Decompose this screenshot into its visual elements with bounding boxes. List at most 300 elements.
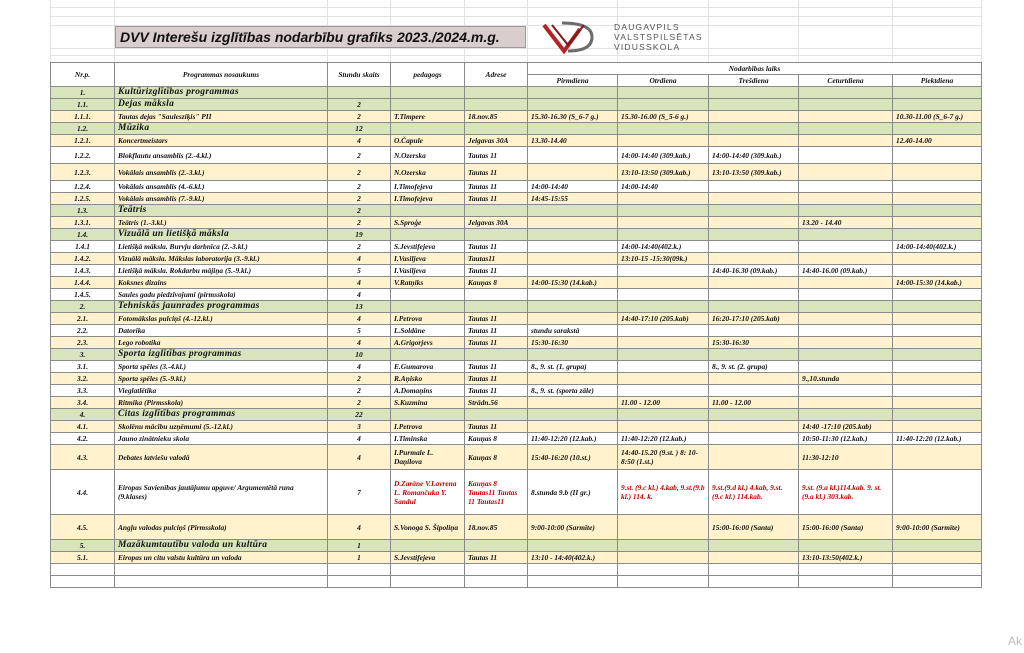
thursday-cell bbox=[799, 564, 893, 576]
row-number-cell: 4. bbox=[51, 409, 115, 421]
friday-cell: 9:00-10:00 (Sarmīte) bbox=[893, 515, 982, 540]
wednesday-cell: 9.st.(9.d kl.) 4.kab, 9.st. (9.c kl.) 114.kab. bbox=[709, 470, 799, 515]
tuesday-cell bbox=[618, 552, 709, 564]
tuesday-cell: 9.st. (9.c kl.) 4.kab, 9.st.(9.b kl.) 114. k. bbox=[618, 470, 709, 515]
school-logo-icon bbox=[540, 19, 612, 55]
monday-cell bbox=[528, 373, 618, 385]
wednesday-cell bbox=[709, 205, 799, 217]
program-name-cell: Tautas dejas "Saulesziķis" PII bbox=[115, 111, 328, 123]
address-cell: Jelgavas 30A bbox=[465, 217, 528, 229]
friday-cell bbox=[893, 301, 982, 313]
hours-count-cell bbox=[328, 564, 391, 576]
wednesday-cell bbox=[709, 325, 799, 337]
tuesday-cell: 13:10-13:50 (309.kab.) bbox=[618, 164, 709, 181]
table-row bbox=[51, 265, 982, 277]
wednesday-cell bbox=[709, 87, 799, 99]
hours-count-cell: 2 bbox=[328, 99, 391, 111]
wednesday-cell: 13:10-13:50 (309.kab.) bbox=[709, 164, 799, 181]
row-number-cell: 3.1. bbox=[51, 361, 115, 373]
teacher-name-cell: I.Petrova bbox=[391, 313, 465, 325]
wednesday-cell bbox=[709, 409, 799, 421]
teacher-name-cell: S.Jevstifejeva bbox=[391, 552, 465, 564]
teacher-name-cell: E.Gumarova bbox=[391, 361, 465, 373]
friday-cell bbox=[893, 193, 982, 205]
teacher-name-cell: T.Timpere bbox=[391, 111, 465, 123]
row-number-cell: 1.3. bbox=[51, 205, 115, 217]
row-number-cell: 1.2.4. bbox=[51, 181, 115, 193]
monday-cell bbox=[528, 540, 618, 552]
row-number-cell: 1.2.3. bbox=[51, 164, 115, 181]
row-number-cell: 1.4.2. bbox=[51, 253, 115, 265]
address-cell bbox=[465, 289, 528, 301]
tuesday-cell bbox=[618, 421, 709, 433]
thursday-cell bbox=[799, 409, 893, 421]
category-row bbox=[51, 409, 982, 421]
row-number-cell: 1.2.1. bbox=[51, 135, 115, 147]
row-number-cell: 2.1. bbox=[51, 313, 115, 325]
monday-cell: 8., 9. st. (1. grupa) bbox=[528, 361, 618, 373]
tuesday-cell bbox=[618, 515, 709, 540]
teacher-name-cell: L.Soldāne bbox=[391, 325, 465, 337]
tuesday-cell: 14:40-15.20 (9.st. ) 8: 10-8:50 (1.st.) bbox=[618, 445, 709, 470]
monday-cell bbox=[528, 289, 618, 301]
tuesday-cell bbox=[618, 301, 709, 313]
row-number-cell: 1. bbox=[51, 87, 115, 99]
address-cell: Tautas 11 bbox=[465, 337, 528, 349]
friday-cell bbox=[893, 265, 982, 277]
program-name-cell: Sporta spēles (3.-4.kl.) bbox=[115, 361, 328, 373]
friday-cell bbox=[893, 313, 982, 325]
header-program: Programmas nosaukums bbox=[115, 63, 328, 87]
wednesday-cell: 8., 9. st. (2. grupa) bbox=[709, 361, 799, 373]
teacher-name-cell bbox=[391, 564, 465, 576]
monday-cell: 8.stunda 9.b (II gr.) bbox=[528, 470, 618, 515]
hours-count-cell: 2 bbox=[328, 373, 391, 385]
teacher-name-cell bbox=[391, 540, 465, 552]
wednesday-cell: 16:20-17:10 (205.kab) bbox=[709, 313, 799, 325]
table-row bbox=[51, 564, 982, 576]
monday-cell bbox=[528, 123, 618, 135]
header-day: Otrdiena bbox=[618, 75, 709, 87]
program-name-cell: Eiropas un citu valstu kultūra un valoda bbox=[115, 552, 328, 564]
thursday-cell bbox=[799, 385, 893, 397]
wednesday-cell bbox=[709, 253, 799, 265]
friday-cell bbox=[893, 181, 982, 193]
thursday-cell bbox=[799, 253, 893, 265]
program-name-cell: Sporta izglītības programmas bbox=[115, 349, 328, 361]
teacher-name-cell: V.Ratņiks bbox=[391, 277, 465, 289]
address-cell bbox=[465, 349, 528, 361]
hours-count-cell: 12 bbox=[328, 123, 391, 135]
program-name-cell: Lietišķā māksla. Burvju darbnīca (2.-3.kl.) bbox=[115, 241, 328, 253]
address-cell: Strādn.56 bbox=[465, 397, 528, 409]
thursday-cell: 13.20 - 14.40 bbox=[799, 217, 893, 229]
monday-cell: 8., 9. st. (sporta zāle) bbox=[528, 385, 618, 397]
teacher-name-cell: A.Domaņins bbox=[391, 385, 465, 397]
monday-cell: 13:10 - 14:40(402.k.) bbox=[528, 552, 618, 564]
teacher-name-cell: O.Čapule bbox=[391, 135, 465, 147]
program-name-cell: Sporta spēles (5.-9.kl.) bbox=[115, 373, 328, 385]
monday-cell: 14:00-15:30 (14.kab.) bbox=[528, 277, 618, 289]
friday-cell: 11:40-12:20 (12.kab.) bbox=[893, 433, 982, 445]
hours-count-cell: 2 bbox=[328, 205, 391, 217]
teacher-name-cell: S.Kuzmina bbox=[391, 397, 465, 409]
table-row bbox=[51, 515, 982, 540]
monday-cell bbox=[528, 205, 618, 217]
friday-cell bbox=[893, 385, 982, 397]
hours-count-cell: 1 bbox=[328, 540, 391, 552]
friday-cell bbox=[893, 289, 982, 301]
friday-cell bbox=[893, 229, 982, 241]
friday-cell bbox=[893, 205, 982, 217]
row-number-cell: 1.4.3. bbox=[51, 265, 115, 277]
category-row bbox=[51, 123, 982, 135]
tuesday-cell bbox=[618, 205, 709, 217]
friday-cell bbox=[893, 361, 982, 373]
tuesday-cell bbox=[618, 277, 709, 289]
address-cell bbox=[465, 205, 528, 217]
header-nr: Nr.p. bbox=[51, 63, 115, 87]
address-cell: Tautas 11 bbox=[465, 421, 528, 433]
category-row bbox=[51, 205, 982, 217]
thursday-cell: 14:40-16.00 (09.kab.) bbox=[799, 265, 893, 277]
row-number-cell: 1.4.1 bbox=[51, 241, 115, 253]
hours-count-cell: 2 bbox=[328, 164, 391, 181]
row-number-cell: 1.4.5. bbox=[51, 289, 115, 301]
category-row bbox=[51, 99, 982, 111]
friday-cell bbox=[893, 576, 982, 588]
thursday-cell bbox=[799, 135, 893, 147]
program-name-cell: Mūzika bbox=[115, 123, 328, 135]
friday-cell bbox=[893, 217, 982, 229]
friday-cell bbox=[893, 325, 982, 337]
friday-cell bbox=[893, 445, 982, 470]
address-cell: Kauņas 8 bbox=[465, 433, 528, 445]
program-name-cell: Ritmika (Pirmsskola) bbox=[115, 397, 328, 409]
address-cell bbox=[465, 229, 528, 241]
hours-count-cell: 4 bbox=[328, 135, 391, 147]
address-cell: Tautas 11 bbox=[465, 552, 528, 564]
table-row bbox=[51, 147, 982, 164]
teacher-name-cell bbox=[391, 87, 465, 99]
wednesday-cell bbox=[709, 373, 799, 385]
hours-count-cell: 4 bbox=[328, 277, 391, 289]
table-row bbox=[51, 433, 982, 445]
school-logo bbox=[540, 19, 720, 55]
tuesday-cell bbox=[618, 265, 709, 277]
monday-cell bbox=[528, 147, 618, 164]
table-row bbox=[51, 135, 982, 147]
hours-count-cell: 2 bbox=[328, 217, 391, 229]
corner-watermark-text: Ak bbox=[1008, 634, 1023, 648]
friday-cell bbox=[893, 409, 982, 421]
program-name-cell: Fotomākslas pulciņš (4.-12.kl.) bbox=[115, 313, 328, 325]
row-number-cell: 1.1. bbox=[51, 99, 115, 111]
program-name-cell: Lego robotika bbox=[115, 337, 328, 349]
monday-cell bbox=[528, 164, 618, 181]
monday-cell: 15.30-16.30 (S_6-7 g.) bbox=[528, 111, 618, 123]
row-number-cell: 1.4. bbox=[51, 229, 115, 241]
hours-count-cell: 22 bbox=[328, 409, 391, 421]
teacher-name-cell bbox=[391, 99, 465, 111]
teacher-name-cell: S.Sproģe bbox=[391, 217, 465, 229]
wednesday-cell: 14:40-16.30 (09.kab.) bbox=[709, 265, 799, 277]
wednesday-cell bbox=[709, 301, 799, 313]
row-number-cell: 4.5. bbox=[51, 515, 115, 540]
address-cell: Tautas11 bbox=[465, 253, 528, 265]
row-number-cell: 4.2. bbox=[51, 433, 115, 445]
tuesday-cell bbox=[618, 409, 709, 421]
program-name-cell: Koksnes dizains bbox=[115, 277, 328, 289]
row-number-cell: 5.1. bbox=[51, 552, 115, 564]
category-row bbox=[51, 87, 982, 99]
logo-line-2: VALSTSPILSĒTAS bbox=[614, 32, 703, 42]
teacher-name-cell: I.Vasiljeva bbox=[391, 265, 465, 277]
address-cell: Jelgavas 30A bbox=[465, 135, 528, 147]
tuesday-cell bbox=[618, 361, 709, 373]
monday-cell bbox=[528, 87, 618, 99]
teacher-name-cell: I.Timofejeva bbox=[391, 181, 465, 193]
friday-cell: 10.30-11.00 (S_6-7 g.) bbox=[893, 111, 982, 123]
hours-count-cell: 4 bbox=[328, 515, 391, 540]
thursday-cell: 9.st. (9.a kl.)114.kab. 9. st. (9.a kl.) 303.kab. bbox=[799, 470, 893, 515]
program-name-cell: Jauno zinātnieku skola bbox=[115, 433, 328, 445]
category-row bbox=[51, 301, 982, 313]
wednesday-cell bbox=[709, 217, 799, 229]
program-name-cell: Tehniskās jaunrades programmas bbox=[115, 301, 328, 313]
program-name-cell: Dejas māksla bbox=[115, 99, 328, 111]
schedule-table bbox=[50, 62, 982, 588]
program-name-cell: Teātris bbox=[115, 205, 328, 217]
header-day: Pirmdiena bbox=[528, 75, 618, 87]
program-name-cell bbox=[115, 576, 328, 588]
teacher-name-cell: R.Aņisko bbox=[391, 373, 465, 385]
table-row bbox=[51, 181, 982, 193]
hours-count-cell: 5 bbox=[328, 265, 391, 277]
program-name-cell: Vokālais ansamblis (4.-6.kl.) bbox=[115, 181, 328, 193]
tuesday-cell: 11:40-12:20 (12.kab.) bbox=[618, 433, 709, 445]
program-name-cell: Debates latviešu valodā bbox=[115, 445, 328, 470]
header-day: Ceturtdiena bbox=[799, 75, 893, 87]
thursday-cell bbox=[799, 193, 893, 205]
header-hours: Stundu skaits bbox=[328, 63, 391, 87]
thursday-cell bbox=[799, 540, 893, 552]
program-name-cell: Vokālais ansamblis (2.-3.kl.) bbox=[115, 164, 328, 181]
address-cell bbox=[465, 123, 528, 135]
table-row bbox=[51, 111, 982, 123]
tuesday-cell bbox=[618, 349, 709, 361]
teacher-name-cell: I.Timinska bbox=[391, 433, 465, 445]
hours-count-cell: 2 bbox=[328, 111, 391, 123]
teacher-name-cell bbox=[391, 576, 465, 588]
thursday-cell bbox=[799, 123, 893, 135]
thursday-cell bbox=[799, 576, 893, 588]
wednesday-cell bbox=[709, 385, 799, 397]
wednesday-cell bbox=[709, 552, 799, 564]
monday-cell bbox=[528, 217, 618, 229]
tuesday-cell bbox=[618, 217, 709, 229]
thursday-cell bbox=[799, 349, 893, 361]
teacher-name-cell: S.Vonoga S. Šipoliņa bbox=[391, 515, 465, 540]
friday-cell bbox=[893, 470, 982, 515]
address-cell bbox=[465, 99, 528, 111]
friday-cell bbox=[893, 164, 982, 181]
address-cell: Tautas 11 bbox=[465, 181, 528, 193]
monday-cell: 14:45-15:55 bbox=[528, 193, 618, 205]
friday-cell bbox=[893, 123, 982, 135]
monday-cell: 15:30-16:30 bbox=[528, 337, 618, 349]
address-cell: Tautas 11 bbox=[465, 373, 528, 385]
thursday-cell bbox=[799, 397, 893, 409]
monday-cell bbox=[528, 313, 618, 325]
table-row bbox=[51, 552, 982, 564]
table-row bbox=[51, 164, 982, 181]
hours-count-cell: 19 bbox=[328, 229, 391, 241]
table-row bbox=[51, 337, 982, 349]
friday-cell bbox=[893, 373, 982, 385]
teacher-name-cell: I.Petrova bbox=[391, 421, 465, 433]
address-cell bbox=[465, 564, 528, 576]
address-cell: Tautas 11 bbox=[465, 385, 528, 397]
program-name-cell: Vizuālā māksla. Mākslas laboratorija (3.-9.kl.) bbox=[115, 253, 328, 265]
tuesday-cell bbox=[618, 229, 709, 241]
tuesday-cell bbox=[618, 193, 709, 205]
friday-cell bbox=[893, 147, 982, 164]
hours-count-cell: 5 bbox=[328, 325, 391, 337]
program-name-cell: Teātris (1.-3.kl.) bbox=[115, 217, 328, 229]
tuesday-cell: 15.30-16.00 (S_5-6 g.) bbox=[618, 111, 709, 123]
header-teacher: pedagogs bbox=[391, 63, 465, 87]
teacher-name-cell bbox=[391, 229, 465, 241]
wednesday-cell bbox=[709, 421, 799, 433]
address-cell: Tautas 11 bbox=[465, 325, 528, 337]
hours-count-cell: 4 bbox=[328, 337, 391, 349]
teacher-name-cell: I.Timofejeva bbox=[391, 193, 465, 205]
tuesday-cell bbox=[618, 99, 709, 111]
monday-cell: 9:00-10:00 (Sarmīte) bbox=[528, 515, 618, 540]
header-row bbox=[51, 63, 982, 75]
row-number-cell: 4.1. bbox=[51, 421, 115, 433]
table-row bbox=[51, 241, 982, 253]
friday-cell bbox=[893, 349, 982, 361]
hours-count-cell: 4 bbox=[328, 433, 391, 445]
address-cell bbox=[465, 301, 528, 313]
tuesday-cell bbox=[618, 576, 709, 588]
thursday-cell: 11:30-12:10 bbox=[799, 445, 893, 470]
monday-cell bbox=[528, 229, 618, 241]
row-number-cell: 2.2. bbox=[51, 325, 115, 337]
address-cell: 18.nov.85 bbox=[465, 111, 528, 123]
teacher-name-cell: I.Vasiljeva bbox=[391, 253, 465, 265]
hours-count-cell: 7 bbox=[328, 470, 391, 515]
wednesday-cell: 14:00-14:40 (309.kab.) bbox=[709, 147, 799, 164]
program-name-cell: Eiropas Savienības jautājumu apguve/ Argumentētā runa (9.klases) bbox=[115, 470, 328, 515]
row-number-cell: 1.2.2. bbox=[51, 147, 115, 164]
row-number-cell bbox=[51, 564, 115, 576]
thursday-cell bbox=[799, 277, 893, 289]
hours-count-cell: 2 bbox=[328, 241, 391, 253]
wednesday-cell bbox=[709, 181, 799, 193]
tuesday-cell bbox=[618, 135, 709, 147]
hours-count-cell: 3 bbox=[328, 421, 391, 433]
friday-cell bbox=[893, 421, 982, 433]
hours-count-cell: 4 bbox=[328, 253, 391, 265]
teacher-name-cell bbox=[391, 301, 465, 313]
row-number-cell: 1.2. bbox=[51, 123, 115, 135]
thursday-cell bbox=[799, 147, 893, 164]
table-row bbox=[51, 445, 982, 470]
thursday-cell: 15:00-16:00 (Santa) bbox=[799, 515, 893, 540]
program-name-cell: Datorika bbox=[115, 325, 328, 337]
hours-count-cell: 4 bbox=[328, 289, 391, 301]
program-name-cell: Blokflautu ansamblis (2.-4.kl.) bbox=[115, 147, 328, 164]
tuesday-cell: 11.00 - 12.00 bbox=[618, 397, 709, 409]
wednesday-cell: 15:30-16:30 bbox=[709, 337, 799, 349]
thursday-cell bbox=[799, 87, 893, 99]
thursday-cell: 14:40 -17:10 (205.kab) bbox=[799, 421, 893, 433]
wednesday-cell: 15:00-16:00 (Santa) bbox=[709, 515, 799, 540]
monday-cell: 14:00-14:40 bbox=[528, 181, 618, 193]
tuesday-cell bbox=[618, 325, 709, 337]
thursday-cell: 10:50-11:30 (12.kab.) bbox=[799, 433, 893, 445]
hours-count-cell bbox=[328, 87, 391, 99]
friday-cell: 14:00-14:40(402.k.) bbox=[893, 241, 982, 253]
friday-cell bbox=[893, 99, 982, 111]
category-row bbox=[51, 349, 982, 361]
thursday-cell bbox=[799, 361, 893, 373]
table-row bbox=[51, 325, 982, 337]
teacher-name-cell: I.Purmale L. Daņilova bbox=[391, 445, 465, 470]
monday-cell: stundu sarakstā bbox=[528, 325, 618, 337]
program-name-cell: Kultūrizglītības programmas bbox=[115, 87, 328, 99]
monday-cell bbox=[528, 253, 618, 265]
tuesday-cell: 14:00-14:40 bbox=[618, 181, 709, 193]
address-cell: Tautas 11 bbox=[465, 164, 528, 181]
address-cell bbox=[465, 409, 528, 421]
teacher-name-cell bbox=[391, 349, 465, 361]
row-number-cell: 1.1.1. bbox=[51, 111, 115, 123]
address-cell: Tautas 11 bbox=[465, 193, 528, 205]
monday-cell bbox=[528, 265, 618, 277]
table-row bbox=[51, 313, 982, 325]
teacher-name-cell bbox=[391, 123, 465, 135]
monday-cell bbox=[528, 301, 618, 313]
row-number-cell: 5. bbox=[51, 540, 115, 552]
tuesday-cell: 14:40-17:10 (205.kab) bbox=[618, 313, 709, 325]
thursday-cell: 9.,10.stunda bbox=[799, 373, 893, 385]
program-name-cell: Angļu valodas pulciņš (Pirmsskola) bbox=[115, 515, 328, 540]
hours-count-cell: 4 bbox=[328, 445, 391, 470]
program-name-cell bbox=[115, 564, 328, 576]
wednesday-cell bbox=[709, 445, 799, 470]
row-number-cell: 1.4.4. bbox=[51, 277, 115, 289]
address-cell bbox=[465, 87, 528, 99]
address-cell: Tautas 11 bbox=[465, 313, 528, 325]
wednesday-cell bbox=[709, 135, 799, 147]
teacher-name-cell: A.Grigorjevs bbox=[391, 337, 465, 349]
monday-cell: 13.30-14.40 bbox=[528, 135, 618, 147]
header-times: Nodarbības laiks bbox=[528, 63, 982, 75]
friday-cell bbox=[893, 87, 982, 99]
wednesday-cell bbox=[709, 277, 799, 289]
monday-cell bbox=[528, 564, 618, 576]
program-name-cell: Mazākumtautību valoda un kultūra bbox=[115, 540, 328, 552]
program-name-cell: Vokālais ansamblis (7.-9.kl.) bbox=[115, 193, 328, 205]
monday-cell bbox=[528, 99, 618, 111]
row-number-cell: 1.2.5. bbox=[51, 193, 115, 205]
program-name-cell: Citas izglītības programmas bbox=[115, 409, 328, 421]
thursday-cell bbox=[799, 229, 893, 241]
